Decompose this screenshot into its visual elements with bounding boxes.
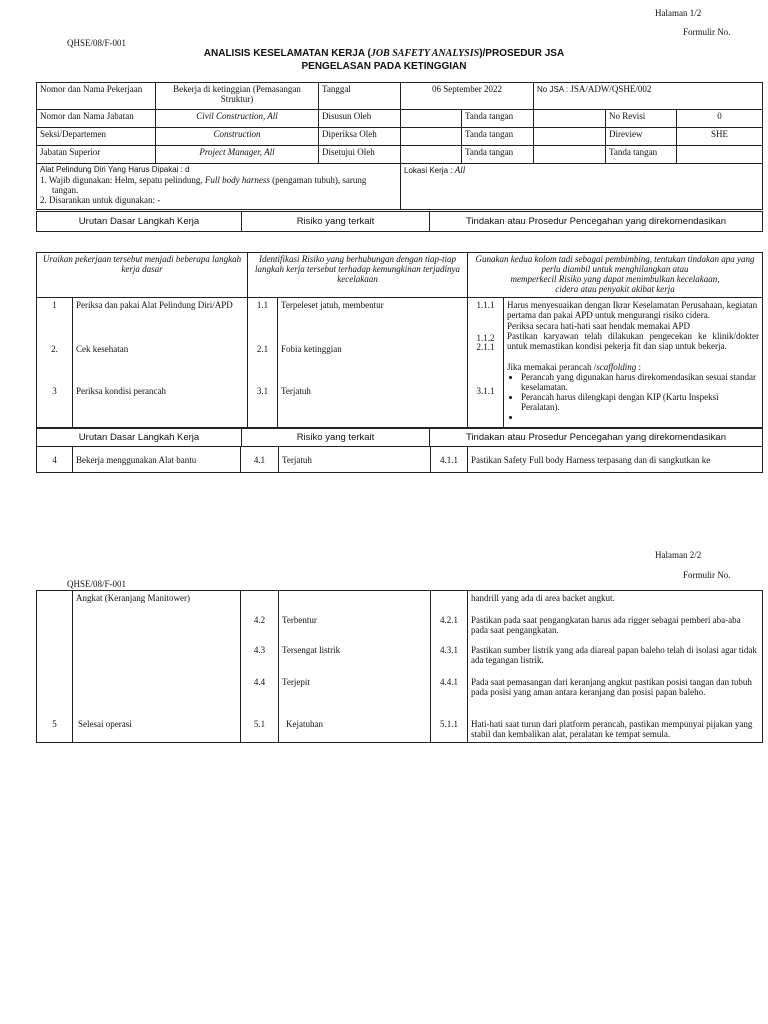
department-label: Seksi/Departemen: [37, 128, 156, 146]
step-descriptions: Angkat (Keranjang Manitower) Selesai operasi: [73, 591, 241, 743]
action-numbers: 1.1.1 1.1.2 2.1.1 3.1.1: [468, 298, 504, 428]
scaffold-point-1: • Perancah yang digunakan harus direkomendasikan sesuai standar keselamatan.: [521, 372, 759, 392]
form-number-label-2: Formulir No.: [683, 570, 731, 580]
step-number: 4: [37, 447, 73, 473]
date-value: 06 September 2022: [401, 83, 534, 110]
signature-field-2: [677, 146, 763, 164]
prepared-by-value: [401, 110, 462, 128]
step-numbers: 5: [37, 591, 73, 743]
revision-label: No Revisi: [606, 110, 677, 128]
job-name-label: Nomor dan Nama Pekerjaan: [37, 83, 156, 110]
risk-descriptions: Terpeleset jatuh, membentur Fobia ketinggian Terjatuh: [278, 298, 468, 428]
risk-numbers: 4.2 4.3 4.4 5.1: [241, 591, 279, 743]
risk-numbers: 1.1 2.1 3.1: [248, 298, 278, 428]
header-risks: Risiko yang terkait: [242, 429, 430, 447]
header-actions: Tindakan atau Prosedur Pencegahan yang direkomendasikan: [430, 429, 763, 447]
step-description: Bekerja menggunakan Alat bantu: [73, 447, 241, 473]
prepared-by-label: Disusun Oleh: [319, 110, 401, 128]
header-actions: Tindakan atau Prosedur Pencegahan yang direkomendasikan: [430, 212, 763, 232]
form-code-2: QHSE/08/F-001: [67, 579, 127, 589]
approved-by-label: Disetujui Oleh: [319, 146, 401, 164]
jsa-table: [36, 252, 763, 428]
form-number-label: Formulir No.: [683, 27, 731, 37]
date-label: Tanggal: [319, 83, 401, 110]
step-numbers: 1 2. 3: [37, 298, 73, 428]
scaffold-point-2: • Perancah harus dilengkapi dengan KIP (Kartu Inspeksi Peralatan).: [521, 392, 759, 412]
work-location: Lokasi Kerja : All: [401, 164, 763, 210]
ppe-section: Alat Pelindung Diri Yang Harus Dipakai : d 1. Wajib digunakan: Helm, sepatu pelindung, Full body harness (pengaman tubuh), sarung tangan. 2. Disarankan untuk digunakan: -: [37, 164, 401, 210]
risk-number: 4.1: [241, 447, 279, 473]
signature-label: Tanda tangan: [462, 146, 534, 164]
info-table: [36, 82, 763, 210]
action-numbers: 4.2.1 4.3.1 4.4.1 5.1.1: [431, 591, 468, 743]
revision-value: 0: [677, 110, 763, 128]
signature-field: [534, 128, 606, 146]
header-risks: Risiko yang terkait: [242, 212, 430, 232]
checked-by-label: Diperiksa Oleh: [319, 128, 401, 146]
signature-field: [534, 146, 606, 164]
approved-by-value: [401, 146, 462, 164]
superior-label: Jabatan Superior: [37, 146, 156, 164]
job-name-value: Bekerja di ketinggian (Pemasangan Struktur): [156, 83, 319, 110]
action-descriptions: handrill yang ada di area backet angkut. Pastikan pada saat pengangkatan harus ada rigger sebagai pemberi aba-aba pada saat pengangkatan. Pastikan sumber listrik yang ada diareal papan baleho telah di isolasi agar tidak ada tegangan listrik. Pada saat pemasangan dari keranjang angkut pastikan posisi tangan dan tubuh pada posisi yang aman antara keranjang dan posisi papan baleho. Hati-hati saat turun dari platform perancah, pastikan mempunyai pijakan yang stabil dan kembalikan alat, peralatan ke tempat semula.: [468, 591, 763, 743]
action-number: 4.1.1: [431, 447, 468, 473]
jsa-number: No JSA : JSA/ADW/QSHE/002: [534, 83, 763, 110]
document-subtitle: PENGELASAN PADA KETINGGIAN: [301, 61, 467, 72]
risk-description: Terjatuh: [279, 447, 431, 473]
action-descriptions: Harus menyesuaikan dengan Ikrar Keselamatan Perusahaan, kegiatan pertama dan pakai APD untuk mengurangi risiko cidera. Periksa secara hati-hati saat hendak memakai APD Pastikan karyawan telah dilakukan pengecekan ke klinik/dokter untuk memastikan kondisi pekerja fit dan siap untuk bekerja. Jika memakai perancah /scaffolding : • Perancah yang digunakan harus direkomendasikan sesuai standar keselamatan. • Perancah harus dilengkapi dengan KIP (Kartu Inspeksi Peralatan). •: [504, 298, 763, 428]
action-description: Pastikan Safety Full body Harness terpasang dan di sangkutkan ke: [468, 447, 763, 473]
superior-value: Project Manager, All: [156, 146, 319, 164]
header-steps: Urutan Dasar Langkah Kerja: [37, 429, 242, 447]
signature-label-2: Tanda tangan: [606, 146, 677, 164]
page-number: Halaman 1/2: [655, 8, 702, 18]
step-descriptions: Periksa dan pakai Alat Pelindung Diri/APD Cek kesehatan Periksa kondisi perancah: [73, 298, 248, 428]
reviewed-value: SHE: [677, 128, 763, 146]
jsa-table-page2: [36, 590, 763, 743]
signature-label: Tanda tangan: [462, 110, 534, 128]
checked-by-value: [401, 128, 462, 146]
jsa-table-row4: [36, 446, 763, 473]
position-label: Nomor dan Nama Jabatan: [37, 110, 156, 128]
signature-field: [534, 110, 606, 128]
position-value: Civil Construction, All: [156, 110, 319, 128]
header-steps: Urutan Dasar Langkah Kerja: [37, 212, 242, 232]
department-value: Construction: [156, 128, 319, 146]
risk-descriptions: Terbentur Tersengat listrik Terjepit Kejatuhan: [279, 591, 431, 743]
signature-label: Tanda tangan: [462, 128, 534, 146]
reviewed-label: Direview: [606, 128, 677, 146]
form-code: QHSE/08/F-001: [67, 38, 127, 48]
column-header-bar-2: [36, 428, 763, 447]
scaffold-point-3: [521, 412, 759, 422]
subheader-actions: Gunakan kedua kolom tadi sebagai pembimbing, tentukan tindakan apa yang perlu diambil untuk menghilangkan atau memperkecil Risiko yang dapat menimbulkan kecelakaan, cidera atau penyakit akibat kerja: [468, 253, 763, 298]
subheader-risks: Identifikasi Risiko yang berhubungan dengan tiap-tiap langkah kerja tersebut terhadap kemungkinan terjadinya kecelakaan: [248, 253, 468, 298]
column-header-bar: [36, 211, 763, 232]
page-number-2: Halaman 2/2: [655, 550, 702, 560]
document-title: ANALISIS KESELAMATAN KERJA (JOB SAFETY ANALYSIS)/PROSEDUR JSA: [203, 48, 565, 59]
subheader-steps: Uraikan pekerjaan tersebut menjadi beberapa langkah kerja dasar: [37, 253, 248, 298]
